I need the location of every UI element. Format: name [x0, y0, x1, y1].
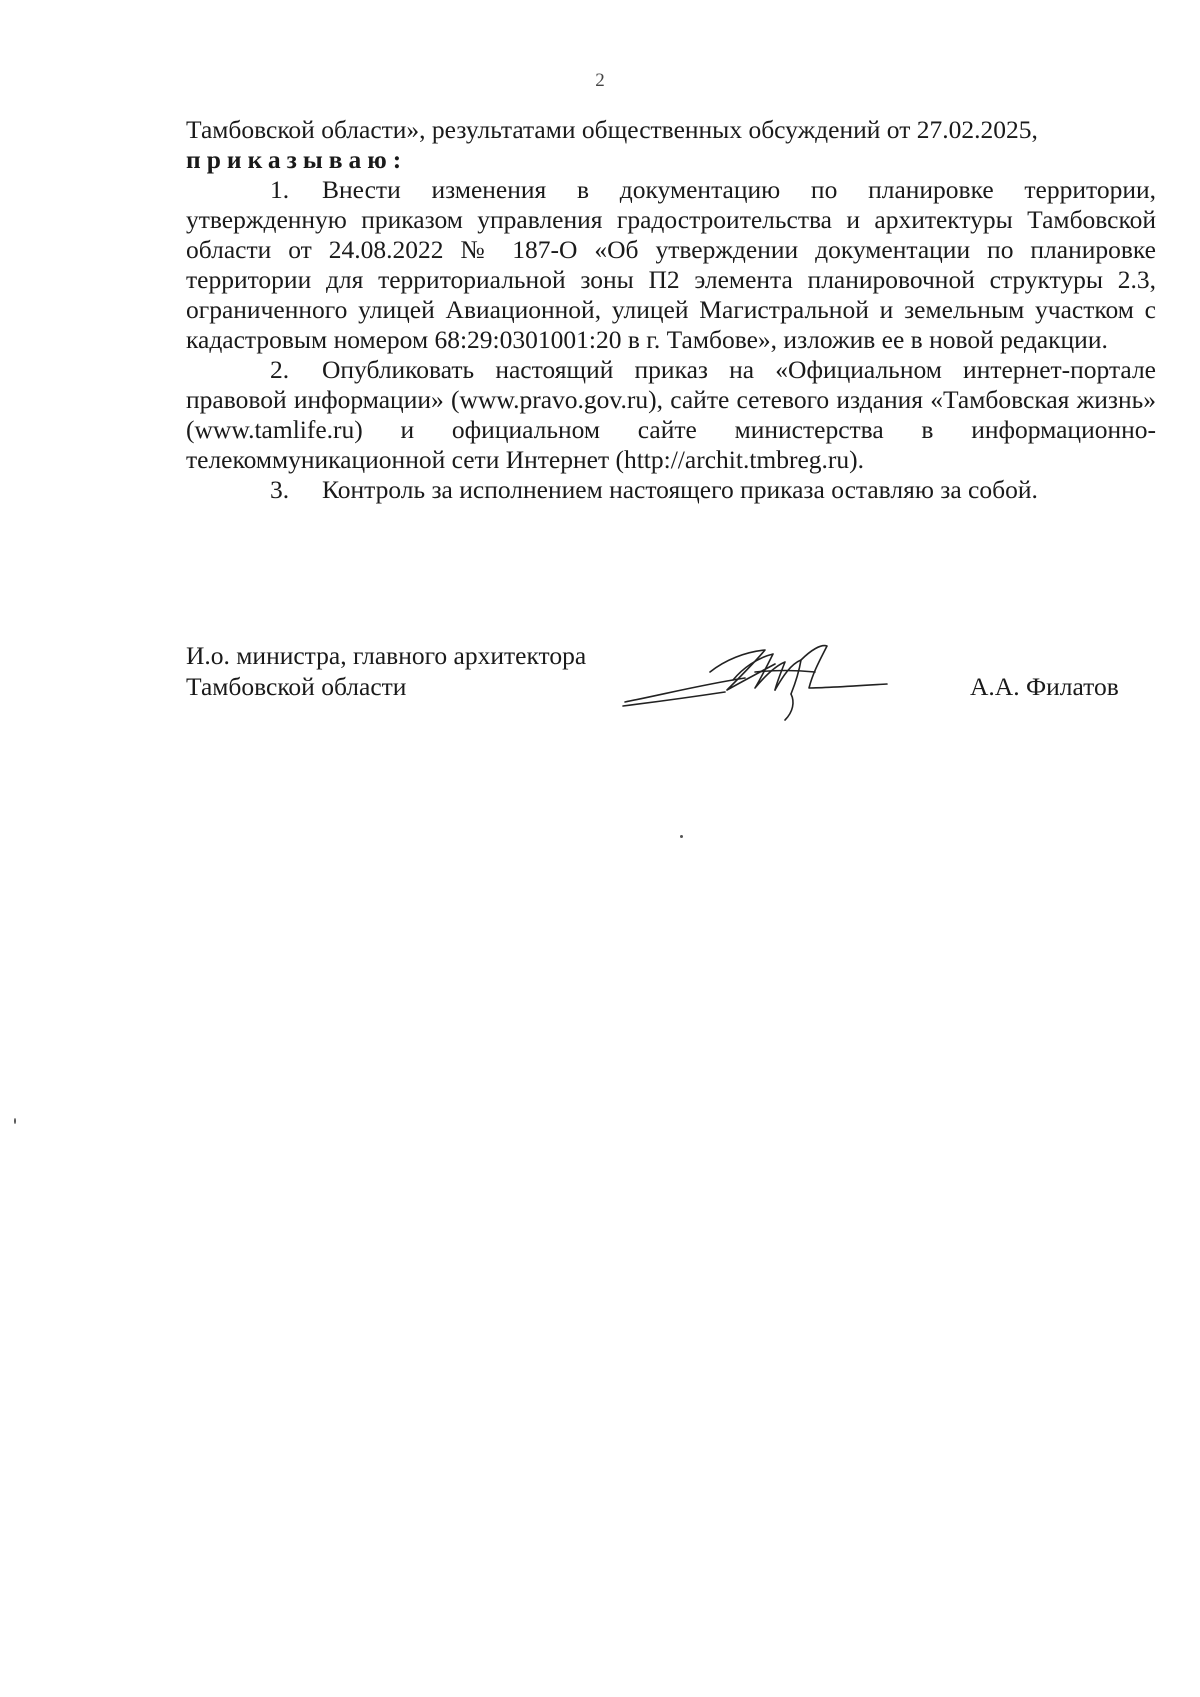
signatory-position-line-2: Тамбовской области	[186, 672, 407, 701]
document-body	[186, 115, 1156, 505]
intro-line: Тамбовской области», результатами общественных обсуждений от 27.02.2025,	[186, 115, 1038, 144]
signatory-name: А.А. Филатов	[970, 672, 1119, 701]
scan-speck	[680, 835, 683, 838]
decree-word	[186, 145, 1156, 175]
item-1-number: 1.	[270, 175, 290, 204]
item-3-number: 3.	[270, 475, 290, 504]
signatory-position	[186, 640, 586, 702]
item-3	[186, 475, 1156, 505]
page-number: 2	[595, 70, 605, 91]
signatory-position-line-1: И.о. министра, главного архитектора	[186, 641, 587, 670]
item-2	[186, 355, 1156, 475]
item-1	[186, 175, 1156, 355]
item-1-text: Внести изменения в документацию по планировке территории, утвержденную приказом управления градостроительства и архитектуры Тамбовской области от 24.08.2022 № 187-О «Об утверждении документации по планировке территории для территориальной зоны П2 элемента планировочной структуры 2.3, ограниченного улицей Авиационной, улицей Магистральной и земельным участком с кадастровым номером 68:29:0301001:20 в г. Тамбове», изложив ее в новой редакции.	[186, 175, 1156, 354]
scan-speck	[14, 1118, 16, 1124]
item-2-number: 2.	[270, 355, 290, 384]
item-2-text: Опубликовать настоящий приказ на «Официальном интернет-портале правовой информации» (www.pravo.gov.ru), сайте сетевого издания «Тамбовская жизнь» (www.tamlife.ru) и официальном сайте министерства в информационно-телекоммуникационной сети Интернет (http://archit.tmbreg.ru).	[186, 355, 1156, 474]
handwritten-signature	[615, 632, 915, 722]
decree-word-text: приказываю:	[186, 145, 408, 174]
item-3-text: Контроль за исполнением настоящего приказа оставляю за собой.	[322, 475, 1038, 504]
